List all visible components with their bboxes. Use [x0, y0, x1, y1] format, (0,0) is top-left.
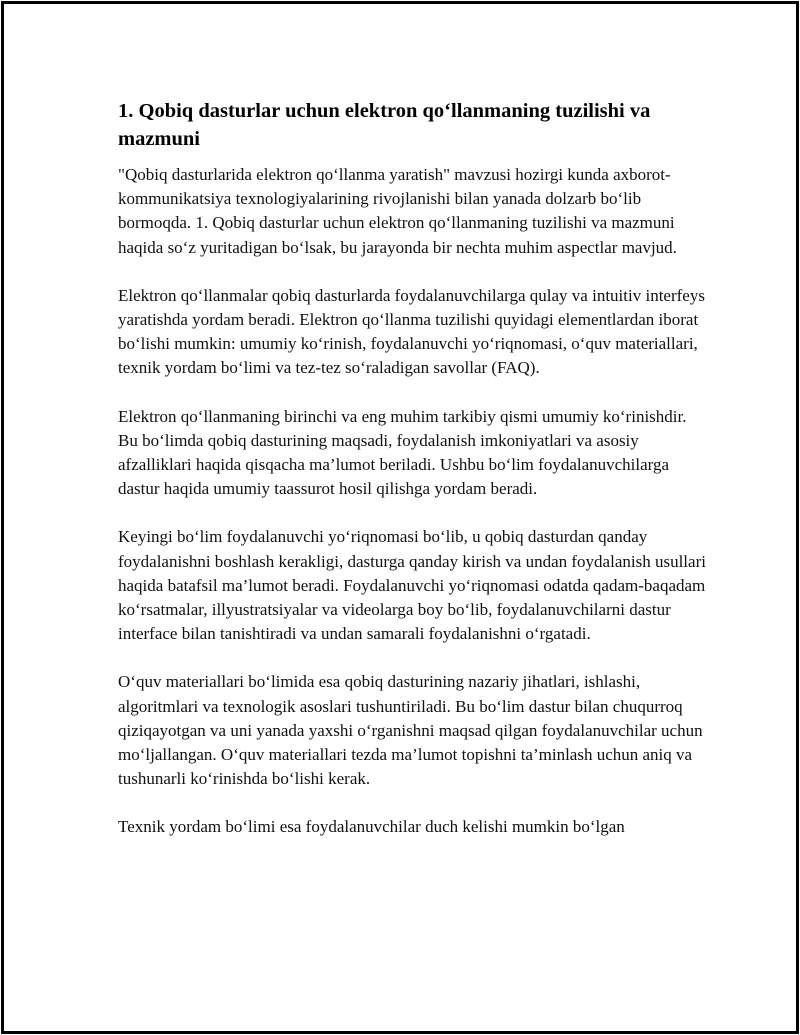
paragraph-structure: Elektron qo‘llanmalar qobiq dasturlarda foydalanuvchilarga qulay va intuitiv interfeys yaratishda yordam beradi. Elektron qo‘llanma tuzilishi quyidagi elementlardan iborat bo‘lishi mumkin: umumiy ko‘rinish, foydalanuvchi yo‘riqnomasi, o‘quv materiallari, texnik yordam bo‘limi va tez-tez so‘raladigan savollar (FAQ). [118, 285, 705, 378]
document-body [118, 97, 708, 864]
paragraph-user-guide: Keyingi bo‘lim foydalanuvchi yo‘riqnomasi bo‘lib, u qobiq dasturdan qanday foydalanishni boshlash kerakligi, dasturga qanday kirish va undan foydalanish usullari haqida batafsil ma’lumot beradi. Foydalanuvchi yo‘riqnomasi odatda qadam-baqadam ko‘rsatmalar, illyustratsiyalar va videolarga boy bo‘lib, foydalanuvchilarni dastur interface bilan tanishtiradi va undan samarali foydalanishni o‘rgatadi. [118, 527, 706, 644]
paragraph-intro: "Qobiq dasturlarida elektron qo‘llanma yaratish" mavzusi hozirgi kunda axborot-kommunikatsiya texnologiyalarining rivojlanishi bilan yanada dolzarb bo‘lib bormoqda. 1. Qobiq dasturlar uchun elektron qo‘llanmaning tuzilishi va mazmuni haqida so‘z yuritadigan bo‘lsak, bu jarayonda bir nechta muhim aspectlar mavjud. [118, 165, 677, 257]
section-heading: 1. Qobiq dasturlar uchun elektron qo‘llanmaning tuzilishi va mazmuni [118, 100, 651, 150]
paragraph-overview: Elektron qo‘llanmaning birinchi va eng muhim tarkibiy qismi umumiy ko‘rinishdir. Bu bo‘limda qobiq dasturining maqsadi, foydalanish imkoniyatlari va asosiy afzalliklari haqida qisqacha ma’lumot beriladi. Ushbu bo‘lim foydalanuvchilarga dastur haqida umumiy taassurot hosil qilishga yordam beradi. [118, 406, 687, 499]
paragraph-learning-materials: O‘quv materiallari bo‘limida esa qobiq dasturining nazariy jihatlari, ishlashi, algoritmlari va texnologik asoslari tushuntiriladi. Bu bo‘lim dastur bilan chuqurroq qiziqayotgan va uni yanada yaxshi o‘rganishni maqsad qilgan foydalanuvchilar uchun mo‘ljallangan. O‘quv materiallari tezda ma’lumot topishni ta’minlash uchun aniq va tushunarli ko‘rinishda bo‘lishi kerak. [118, 672, 703, 789]
page-frame [1, 1, 799, 1034]
paragraph-tech-support: Texnik yordam bo‘limi esa foydalanuvchilar duch kelishi mumkin bo‘lgan [118, 817, 625, 837]
